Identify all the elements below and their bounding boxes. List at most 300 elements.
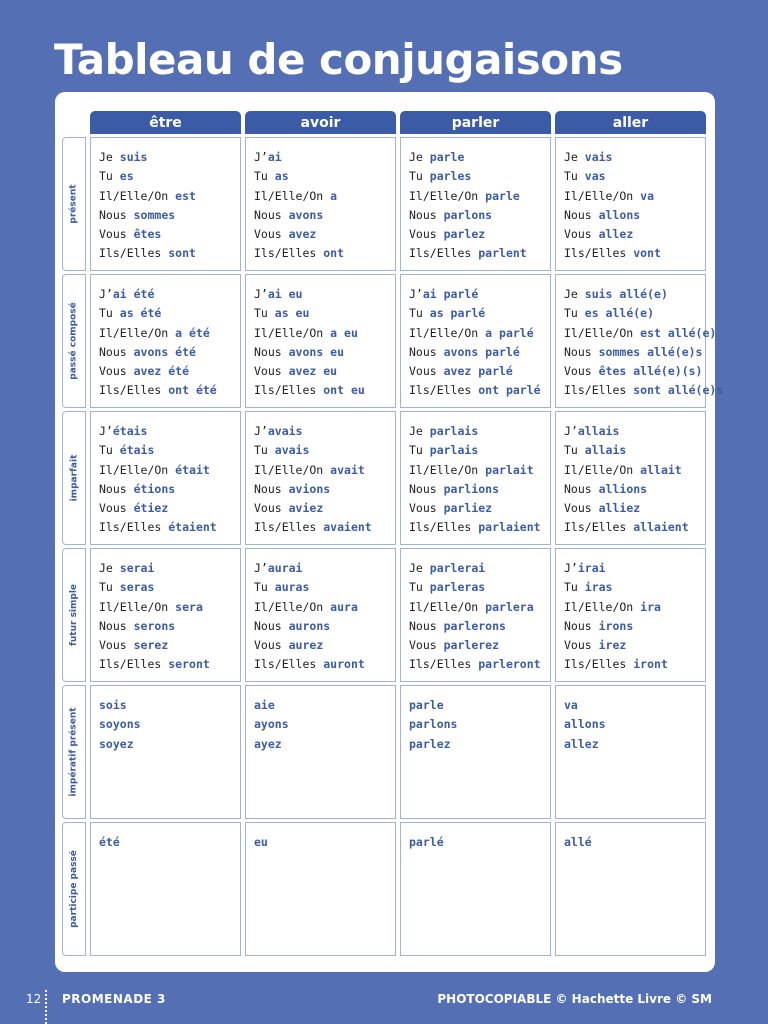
verb-form: eu xyxy=(254,835,268,849)
conjugation-line xyxy=(254,304,395,323)
conjugation-line xyxy=(564,304,705,323)
pronoun: Vous xyxy=(99,364,134,379)
conjugation-line xyxy=(409,304,550,323)
verb-form: soyons xyxy=(99,717,141,732)
table-cell xyxy=(90,274,241,408)
verb-form: serons xyxy=(133,618,176,633)
verb-form: avais xyxy=(274,443,310,458)
pronoun: Nous xyxy=(409,344,444,359)
conjugation-line xyxy=(99,499,240,518)
verb-form: serai xyxy=(119,561,155,575)
verb-form: est xyxy=(175,188,196,203)
conjugation-line xyxy=(99,324,240,343)
pronoun: J’ xyxy=(99,424,113,438)
pronoun: Il/Elle/On xyxy=(564,325,641,340)
table-cell xyxy=(555,822,706,956)
conjugation-line xyxy=(99,187,240,206)
pronoun: Il/Elle/On xyxy=(99,325,176,340)
verb-form: été xyxy=(99,835,120,849)
verb-form: êtes allé(e)(s) xyxy=(598,364,703,379)
conjugation-line xyxy=(99,598,240,617)
conjugation-line xyxy=(99,833,240,852)
pronoun: Tu xyxy=(409,169,430,184)
conjugation-line xyxy=(254,225,395,244)
verb-form: avez xyxy=(288,227,317,242)
pronoun: Ils/Elles xyxy=(409,520,479,535)
pronoun: Vous xyxy=(254,227,289,242)
pronoun: Ils/Elles xyxy=(409,657,479,672)
tense-label: futur simple xyxy=(69,583,79,647)
conjugation-line xyxy=(99,559,240,578)
pronoun: Ils/Elles xyxy=(99,657,169,672)
pronoun: Nous xyxy=(409,207,444,222)
table-cell xyxy=(555,548,706,682)
pronoun: Je xyxy=(564,150,585,164)
pronoun: Ils/Elles xyxy=(99,383,169,398)
pronoun: Il/Elle/On xyxy=(254,325,331,340)
pronoun: J’ xyxy=(409,287,423,301)
table-cell xyxy=(245,274,396,408)
conjugation-line xyxy=(564,206,705,225)
pronoun: Ils/Elles xyxy=(409,383,479,398)
table-cell xyxy=(90,548,241,682)
verb-form: aurons xyxy=(288,618,331,633)
verb-form: étions xyxy=(133,481,176,496)
tense-label: impératif présent xyxy=(69,707,79,797)
pronoun: Vous xyxy=(254,364,289,379)
table-cell xyxy=(400,274,551,408)
conjugation-line xyxy=(254,518,395,537)
conjugation-line xyxy=(564,148,705,167)
table-cell xyxy=(400,411,551,545)
table-cell xyxy=(245,411,396,545)
conjugation-line xyxy=(564,480,705,499)
conjugation-line xyxy=(254,559,395,578)
conjugation-line xyxy=(254,499,395,518)
pronoun: Il/Elle/On xyxy=(254,188,331,203)
verb-form: ont eu xyxy=(323,383,365,398)
pronoun: Vous xyxy=(99,227,134,242)
verb-form: est allé(e) xyxy=(640,325,717,340)
verb-form: seras xyxy=(119,580,155,595)
verb-form: parlons xyxy=(443,207,493,222)
pronoun: Ils/Elles xyxy=(254,657,324,672)
pronoun: Tu xyxy=(254,169,275,184)
pronoun: Vous xyxy=(409,227,444,242)
pronoun: Tu xyxy=(564,580,585,595)
verb-form: avais xyxy=(267,424,303,438)
verb-form: êtes xyxy=(133,227,162,242)
table-cell xyxy=(245,548,396,682)
conjugation-line xyxy=(99,304,240,323)
pronoun: Tu xyxy=(409,443,430,458)
conjugation-line xyxy=(409,422,550,441)
conjugation-line xyxy=(409,715,550,734)
verb-form: parleras xyxy=(429,580,486,595)
verb-form: avez eu xyxy=(288,364,338,379)
pronoun: Ils/Elles xyxy=(564,520,634,535)
conjugation-line xyxy=(409,518,550,537)
verb-form: allons xyxy=(598,207,641,222)
pronoun: Il/Elle/On xyxy=(99,188,176,203)
conjugation-line xyxy=(99,343,240,362)
verb-form: ai parlé xyxy=(422,287,479,301)
conjugation-line xyxy=(564,461,705,480)
verb-form: avons xyxy=(288,207,324,222)
conjugation-line xyxy=(254,696,395,715)
conjugation-line xyxy=(254,441,395,460)
tense-label: passé composé xyxy=(69,302,80,380)
pronoun: Je xyxy=(99,561,120,575)
verb-form: ayons xyxy=(254,717,289,732)
verb-form: soyez xyxy=(99,736,134,751)
conjugation-line xyxy=(409,206,550,225)
verb-form: allaient xyxy=(633,520,689,535)
verb-form: a été xyxy=(175,325,210,340)
pronoun: Vous xyxy=(99,501,134,516)
verb-form: étiez xyxy=(133,501,169,516)
conjugation-line xyxy=(564,655,705,674)
conjugation-line xyxy=(564,381,724,400)
conjugation-line xyxy=(254,244,395,263)
pronoun: Nous xyxy=(564,344,599,359)
conjugation-line xyxy=(254,617,395,636)
verb-form: as parlé xyxy=(429,306,486,321)
verb-form: ai été xyxy=(112,287,155,301)
row-header-3 xyxy=(62,548,86,682)
conjugation-line xyxy=(564,499,705,518)
verb-form: avait xyxy=(330,462,365,477)
verb-form: parlions xyxy=(443,481,500,496)
conjugation-line xyxy=(409,167,550,186)
pronoun: Vous xyxy=(254,638,289,653)
verb-form: aie xyxy=(254,698,275,712)
pronoun: Il/Elle/On xyxy=(99,462,176,477)
verb-form: allé xyxy=(564,835,592,849)
table-cell xyxy=(400,137,551,271)
verb-form: avez parlé xyxy=(443,364,513,379)
conjugation-line xyxy=(409,833,550,852)
verb-form: as eu xyxy=(274,306,310,321)
column-header-2: parler xyxy=(400,111,551,134)
verb-form: iras xyxy=(584,580,613,595)
conjugation-line xyxy=(254,715,395,734)
verb-form: sera xyxy=(175,599,203,614)
pronoun: Tu xyxy=(99,306,120,321)
conjugation-line xyxy=(409,461,550,480)
pronoun: Tu xyxy=(564,306,585,321)
conjugation-line xyxy=(254,461,395,480)
verb-form: avons eu xyxy=(288,344,345,359)
pronoun: Il/Elle/On xyxy=(254,462,331,477)
verb-form: es allé(e) xyxy=(584,306,655,321)
verb-form: parlerons xyxy=(443,618,506,633)
pronoun: Ils/Elles xyxy=(564,246,634,261)
column-header-0: être xyxy=(90,111,241,134)
conjugation-line xyxy=(409,636,550,655)
conjugation-line xyxy=(254,343,395,362)
conjugation-line xyxy=(99,167,240,186)
verb-form: allais xyxy=(584,443,627,458)
verb-form: sois xyxy=(99,698,127,712)
verb-form: allions xyxy=(598,481,648,496)
verb-form: alliez xyxy=(598,501,641,516)
pronoun: J’ xyxy=(254,287,268,301)
table-cell xyxy=(245,137,396,271)
conjugation-line xyxy=(254,381,395,400)
conjugation-line xyxy=(254,480,395,499)
conjugation-line xyxy=(99,225,240,244)
pronoun: Vous xyxy=(254,501,289,516)
conjugation-line xyxy=(564,187,705,206)
pronoun: Ils/Elles xyxy=(564,383,634,398)
pronoun: Tu xyxy=(409,580,430,595)
pronoun: J’ xyxy=(254,561,268,575)
verb-form: parlons xyxy=(409,717,458,732)
row-header-2 xyxy=(62,411,86,545)
pronoun: Nous xyxy=(409,618,444,633)
conjugation-line xyxy=(409,441,550,460)
verb-form: seront xyxy=(168,657,210,672)
pronoun: Nous xyxy=(99,207,134,222)
pronoun: Nous xyxy=(254,618,289,633)
conjugation-line xyxy=(564,598,705,617)
verb-form: a eu xyxy=(330,325,358,340)
conjugation-line xyxy=(254,655,395,674)
pronoun: Tu xyxy=(254,580,275,595)
conjugation-line xyxy=(254,422,395,441)
table-corner xyxy=(62,111,86,134)
pronoun: Nous xyxy=(564,481,599,496)
verb-form: sont xyxy=(168,246,196,261)
conjugation-line xyxy=(564,244,705,263)
page-title: Tableau de conjugaisons xyxy=(54,35,623,84)
conjugation-line xyxy=(409,735,550,754)
conjugation-line xyxy=(409,285,550,304)
conjugation-line xyxy=(99,735,240,754)
verb-form: parliez xyxy=(443,501,493,516)
pronoun: Ils/Elles xyxy=(99,246,169,261)
conjugation-line xyxy=(99,285,240,304)
verb-form: parlerai xyxy=(429,561,486,575)
pronoun: Tu xyxy=(254,443,275,458)
pronoun: Il/Elle/On xyxy=(409,599,486,614)
pronoun: Ils/Elles xyxy=(254,246,324,261)
verb-form: ont xyxy=(323,246,345,261)
pronoun: Vous xyxy=(409,364,444,379)
verb-form: allez xyxy=(598,227,634,242)
verb-form: irez xyxy=(598,638,627,653)
verb-form: vas xyxy=(584,169,606,184)
verb-form: aura xyxy=(330,599,358,614)
conjugation-line xyxy=(409,225,550,244)
pronoun: Je xyxy=(409,150,430,164)
conjugation-line xyxy=(409,244,550,263)
conjugation-line xyxy=(254,285,395,304)
verb-form: es xyxy=(119,169,134,184)
verb-form: va xyxy=(640,188,655,203)
pronoun: Nous xyxy=(564,618,599,633)
conjugation-line xyxy=(99,518,240,537)
verb-form: aviez xyxy=(288,501,324,516)
row-header-1 xyxy=(62,274,86,408)
pronoun: Vous xyxy=(99,638,134,653)
verb-form: as xyxy=(274,169,289,184)
conjugation-line xyxy=(564,285,705,304)
conjugation-table xyxy=(62,111,724,959)
verb-form: étais xyxy=(119,443,155,458)
verb-form: parleront xyxy=(478,657,541,672)
conjugation-line xyxy=(564,167,705,186)
verb-form: allais xyxy=(577,424,620,438)
verb-form: parlent xyxy=(478,246,527,261)
verb-form: suis xyxy=(119,150,148,164)
conjugation-line xyxy=(254,598,395,617)
conjugation-line xyxy=(99,461,240,480)
conjugation-line xyxy=(254,636,395,655)
verb-form: avez été xyxy=(133,364,190,379)
verb-form: parlais xyxy=(429,424,479,438)
copyright-notice: PHOTOCOPIABLE © Hachette Livre © SM xyxy=(437,992,712,1006)
verb-form: as été xyxy=(119,306,162,321)
table-cell xyxy=(555,274,724,408)
pronoun: Nous xyxy=(99,481,134,496)
verb-form: parles xyxy=(429,169,472,184)
conjugation-line xyxy=(99,696,240,715)
conjugation-line xyxy=(409,696,550,715)
pronoun: Tu xyxy=(99,443,120,458)
pronoun: Je xyxy=(564,287,585,301)
conjugation-line xyxy=(409,499,550,518)
conjugation-line xyxy=(564,343,705,362)
verb-form: vont xyxy=(633,246,661,261)
tense-label: présent xyxy=(69,184,79,224)
pronoun: Nous xyxy=(99,618,134,633)
verb-form: ira xyxy=(640,599,661,614)
verb-form: avions xyxy=(288,481,331,496)
table-cell xyxy=(90,137,241,271)
conjugation-line xyxy=(254,833,395,852)
conjugation-line xyxy=(254,735,395,754)
conjugation-line xyxy=(99,441,240,460)
conjugation-line xyxy=(409,617,550,636)
verb-form: auras xyxy=(274,580,310,595)
conjugation-line xyxy=(99,617,240,636)
pronoun: Nous xyxy=(254,344,289,359)
verb-form: parlerez xyxy=(443,638,500,653)
pronoun: Il/Elle/On xyxy=(564,599,641,614)
verb-form: sommes allé(e)s xyxy=(598,344,703,359)
verb-form: parlé xyxy=(409,835,444,849)
conjugation-line xyxy=(254,324,395,343)
table-cell xyxy=(245,822,396,956)
pronoun: Nous xyxy=(409,481,444,496)
verb-form: va xyxy=(564,698,578,712)
section-label: PROMENADE 3 xyxy=(62,992,166,1006)
conjugation-line xyxy=(564,617,705,636)
verb-form: serez xyxy=(133,638,169,653)
verb-form: ont parlé xyxy=(478,383,541,398)
pronoun: Nous xyxy=(99,344,134,359)
conjugation-line xyxy=(99,422,240,441)
conjugation-line xyxy=(409,343,550,362)
verb-form: iront xyxy=(633,657,668,672)
conjugation-line xyxy=(99,148,240,167)
verb-form: a parlé xyxy=(485,325,534,340)
verb-form: parlera xyxy=(485,599,534,614)
pronoun: Nous xyxy=(564,207,599,222)
conjugation-line xyxy=(409,148,550,167)
conjugation-line xyxy=(409,655,550,674)
pronoun: Ils/Elles xyxy=(99,520,169,535)
row-header-4 xyxy=(62,685,86,819)
table-cell xyxy=(90,685,241,819)
pronoun: Tu xyxy=(99,169,120,184)
table-cell xyxy=(400,822,551,956)
verb-form: allait xyxy=(640,462,682,477)
conjugation-line xyxy=(254,148,395,167)
pronoun: Tu xyxy=(564,169,585,184)
tense-label: imparfait xyxy=(69,454,80,502)
verb-form: parle xyxy=(485,188,520,203)
table-cell xyxy=(90,411,241,545)
conjugation-line xyxy=(409,324,550,343)
pronoun: Vous xyxy=(564,227,599,242)
table-cell xyxy=(555,137,706,271)
pronoun: Nous xyxy=(254,207,289,222)
conjugation-line xyxy=(564,559,705,578)
table-cell xyxy=(555,411,706,545)
conjugation-line xyxy=(99,244,240,263)
verb-form: aurez xyxy=(288,638,324,653)
conjugation-line xyxy=(99,636,240,655)
conjugation-line xyxy=(409,362,550,381)
conjugation-line xyxy=(99,480,240,499)
row-header-5 xyxy=(62,822,86,956)
verb-form: avaient xyxy=(323,520,372,535)
verb-form: allons xyxy=(564,717,606,732)
pronoun: J’ xyxy=(254,150,268,164)
conjugation-line xyxy=(564,833,705,852)
pronoun: Tu xyxy=(99,580,120,595)
pronoun: Vous xyxy=(564,364,599,379)
verb-form: allez xyxy=(564,736,599,751)
conjugation-line xyxy=(254,167,395,186)
pronoun: Il/Elle/On xyxy=(254,599,331,614)
conjugation-line xyxy=(564,324,717,343)
pronoun: Tu xyxy=(254,306,275,321)
pronoun: J’ xyxy=(99,287,113,301)
pronoun: Il/Elle/On xyxy=(99,599,176,614)
pronoun: Vous xyxy=(564,501,599,516)
pronoun: Vous xyxy=(564,638,599,653)
column-header-1: avoir xyxy=(245,111,396,134)
table-cell xyxy=(400,685,551,819)
conjugation-line xyxy=(409,559,550,578)
verb-form: était xyxy=(175,462,210,477)
tense-label: participe passé xyxy=(69,850,79,928)
verb-form: parlais xyxy=(429,443,479,458)
verb-form: parlez xyxy=(443,227,486,242)
conjugation-line xyxy=(564,578,705,597)
pronoun: Tu xyxy=(564,443,585,458)
table-cell xyxy=(90,822,241,956)
table-cell xyxy=(245,685,396,819)
verb-form: ai xyxy=(267,150,282,164)
pronoun: Tu xyxy=(409,306,430,321)
conjugation-line xyxy=(564,636,705,655)
conjugation-line xyxy=(99,381,240,400)
